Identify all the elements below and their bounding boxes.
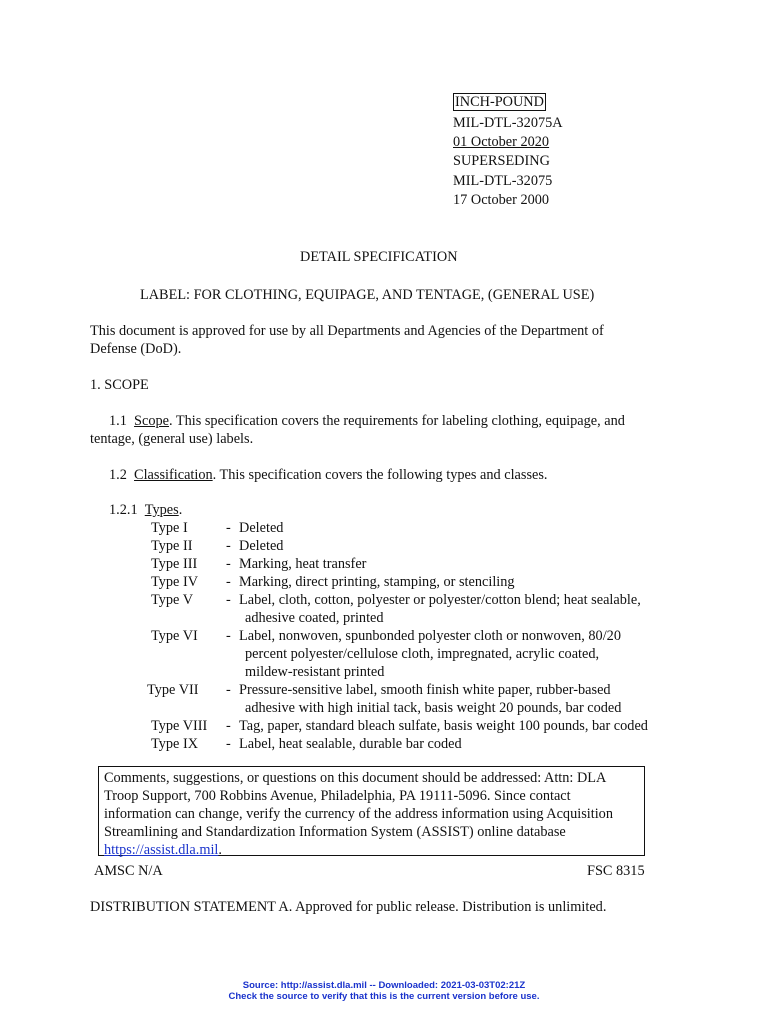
comments-line-2: Troop Support, 700 Robbins Avenue, Philadelphia, PA 19111-5096. Since contact xyxy=(104,788,571,804)
section-1-2 xyxy=(109,466,548,484)
source-footer-line-1: Source: http://assist.dla.mil -- Downloaded: 2021-03-03T02:21Z xyxy=(242,980,526,991)
comments-box xyxy=(98,766,645,856)
approval-line-2: Defense (DoD). xyxy=(90,341,182,357)
type-description-cont: percent polyester/cellulose cloth, impregnated, acrylic coated, xyxy=(245,646,600,662)
type-name: Type V xyxy=(151,592,194,608)
section-1-2-1-number: 1.2.1 xyxy=(109,502,138,518)
document-subtitle: LABEL: FOR CLOTHING, EQUIPAGE, AND TENTAGE, (GENERAL USE) xyxy=(140,287,595,303)
scope-heading: 1. SCOPE xyxy=(90,377,149,393)
type-dash: - xyxy=(226,736,231,752)
type-name: Type II xyxy=(151,538,193,554)
section-1-2-title: Classification xyxy=(134,467,213,483)
comments-line-1: Comments, suggestions, or questions on this document should be addressed: Attn: DLA xyxy=(104,770,607,786)
distribution-statement: DISTRIBUTION STATEMENT A. Approved for public release. Distribution is unlimited. xyxy=(90,899,607,915)
type-description-cont: adhesive with high initial tack, basis weight 20 pounds, bar coded xyxy=(245,700,622,716)
type-name: Type I xyxy=(151,520,188,536)
type-description: Deleted xyxy=(239,538,284,554)
type-name: Type III xyxy=(151,556,198,572)
type-description: Tag, paper, standard bleach sulfate, basis weight 100 pounds, bar coded xyxy=(239,718,648,734)
type-dash: - xyxy=(226,592,231,608)
superseded-number: MIL-DTL-32075 xyxy=(453,173,553,189)
section-1-2-text: . This specification covers the following types and classes. xyxy=(212,467,548,483)
section-1-2-1-title: Types xyxy=(144,502,179,518)
comments-link-line xyxy=(104,841,222,859)
type-dash: - xyxy=(226,628,231,644)
assist-link[interactable]: https://assist.dla.mil xyxy=(104,842,219,858)
type-description: Pressure-sensitive label, smooth finish white paper, rubber-based xyxy=(239,682,611,698)
approval-line-1: This document is approved for use by all Departments and Agencies of the Department of xyxy=(90,323,604,339)
document-number: MIL-DTL-32075A xyxy=(453,115,563,131)
amsc-label: AMSC N/A xyxy=(94,863,163,879)
section-1-1-number: 1.1 xyxy=(109,413,127,429)
type-name: Type IX xyxy=(151,736,199,752)
type-description: Marking, heat transfer xyxy=(239,556,367,572)
type-dash: - xyxy=(226,682,231,698)
inch-pound-label: INCH-POUND xyxy=(455,94,544,110)
section-1-1-title: Scope xyxy=(134,413,169,429)
type-name: Type VI xyxy=(151,628,198,644)
superseding-label: SUPERSEDING xyxy=(453,153,550,169)
type-description: Marking, direct printing, stamping, or stenciling xyxy=(239,574,515,590)
type-name: Type VII xyxy=(147,682,199,698)
type-description: Label, cloth, cotton, polyester or polyester/cotton blend; heat sealable, xyxy=(239,592,641,608)
type-description-cont: mildew-resistant printed xyxy=(245,664,385,680)
section-1-2-1-dot: . xyxy=(178,502,183,518)
superseded-date: 17 October 2000 xyxy=(453,192,550,208)
document-title: DETAIL SPECIFICATION xyxy=(300,249,458,265)
section-1-1-text-cont: tentage, (general use) labels. xyxy=(90,431,254,447)
type-description: Deleted xyxy=(239,520,284,536)
type-description: Label, nonwoven, spunbonded polyester cloth or nonwoven, 80/20 xyxy=(239,628,621,644)
type-dash: - xyxy=(226,718,231,734)
type-dash: - xyxy=(226,574,231,590)
section-1-1 xyxy=(109,412,625,430)
type-dash: - xyxy=(226,556,231,572)
type-name: Type IV xyxy=(151,574,199,590)
section-1-2-number: 1.2 xyxy=(109,467,127,483)
type-dash: - xyxy=(226,520,231,536)
link-suffix: . xyxy=(218,842,222,858)
type-description: Label, heat sealable, durable bar coded xyxy=(239,736,462,752)
section-1-1-text: . This specification covers the requirements for labeling clothing, equipage, and xyxy=(168,413,625,429)
type-description-cont: adhesive coated, printed xyxy=(245,610,384,626)
comments-line-3: information can change, verify the currency of the address information using Acquisition xyxy=(104,806,613,822)
type-dash: - xyxy=(226,538,231,554)
source-footer-line-2: Check the source to verify that this is the current version before use. xyxy=(228,991,540,1002)
comments-line-4: Streamlining and Standardization Information System (ASSIST) online database xyxy=(104,824,566,840)
section-1-2-1 xyxy=(109,501,182,519)
document-date: 01 October 2020 xyxy=(453,134,550,150)
type-name: Type VIII xyxy=(151,718,208,734)
fsc-label: FSC 8315 xyxy=(587,863,645,879)
